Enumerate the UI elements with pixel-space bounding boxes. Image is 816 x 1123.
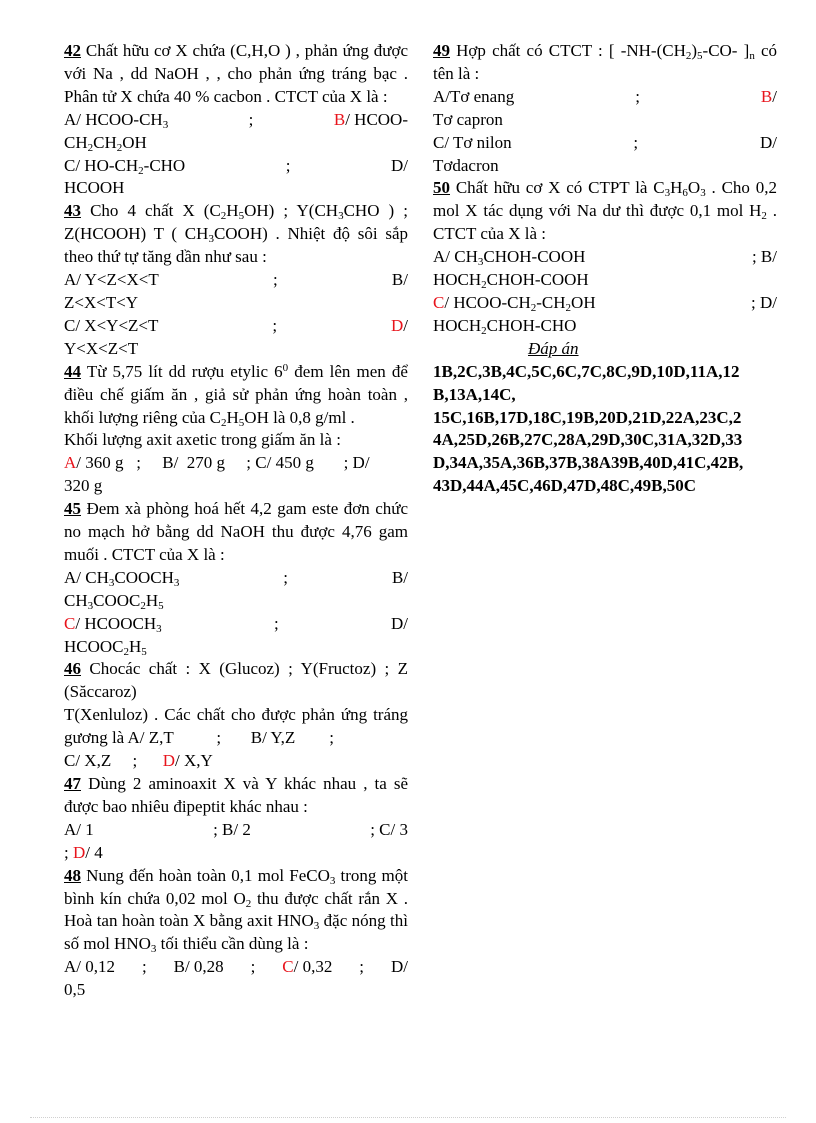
option-c: C/ $HCOOCH_3$	[64, 613, 162, 635]
answer-key-line: 4A,25D,26B,27C,28A,29D,30C,31A,32D,33	[433, 430, 743, 450]
option-b-continued: Z<X<T<Y	[64, 292, 139, 312]
separator: ;	[141, 957, 147, 977]
option-b-continued: Tơ capron	[433, 109, 503, 129]
question-number: 50	[433, 178, 450, 198]
answer-marker: C	[282, 957, 294, 977]
option-c: C/ 0,32	[282, 957, 333, 977]
question-text: Chất hữu cơ X chứa (C,H,O ) , phản ứng được với Na , dd NaOH , , cho phản ứng tráng bạc . Phân tử X chứa 40 % cacbon . CTCT của X là :	[64, 41, 408, 106]
separator: ;	[633, 132, 639, 152]
option-c: ; C/ 3	[370, 819, 408, 839]
options-row	[64, 109, 408, 132]
question-text-2: T(Xenluloz) . Các chất cho được phản ứng tráng gương là A/ Z,T ; B/ Y,Z ;	[64, 705, 408, 748]
page-bottom-rule	[30, 1117, 786, 1118]
answer-marker: A	[64, 453, 77, 473]
answer-marker: B	[760, 86, 773, 106]
option-d-continued: $HOCH_2CHOH$-CHO	[433, 315, 577, 337]
question-45	[64, 498, 408, 658]
option-c: C/ X<Y<Z<T	[64, 315, 159, 335]
separator: ;	[272, 315, 278, 335]
options-row: C/ X,Z ; D/ X,Y	[64, 751, 213, 771]
options-row	[64, 155, 408, 178]
question-text: Chất hữu cơ X có CTPT là $C_3H_6O_3$ . Cho 0,2 mol X tác dụng với Na dư thì được 0,1 mol $H_2$ . CTCT của X là :	[433, 178, 778, 244]
option-d-continued: Y<X<Z<T	[64, 338, 139, 358]
option-d: ; D/	[751, 292, 777, 312]
option-d-continued: $HCOOC_2H_5$	[64, 636, 147, 658]
answer-marker: D	[390, 315, 404, 335]
option-d: D/	[390, 155, 408, 175]
answer-key-line: 43D,44A,45C,46D,47D,48C,49B,50C	[433, 476, 697, 496]
left-column	[64, 40, 408, 1002]
option-b-continued: $CH_3COOC_2H_5$	[64, 590, 164, 612]
option-c: C/ $HO-CH_2$-CHO	[64, 155, 186, 177]
option-b: B/ HCOO-	[333, 109, 408, 129]
question-number: 43	[64, 201, 81, 221]
options-row	[433, 86, 777, 109]
option-a: A/ 1	[64, 819, 94, 839]
option-d: D/	[391, 613, 408, 633]
question-44	[64, 361, 408, 498]
separator: ;	[272, 270, 278, 290]
answer-key-title: Đáp án	[528, 338, 579, 358]
option-b: B/	[760, 86, 777, 106]
right-column	[433, 40, 777, 498]
question-number: 42	[64, 41, 81, 60]
answer-marker: C	[433, 292, 445, 312]
question-number: 48	[64, 865, 81, 885]
option-a: A/ Y<Z<X<T	[64, 270, 159, 290]
option-d-continued: 320 g	[64, 476, 103, 496]
options-row	[433, 292, 777, 315]
option-b-continued: $CH_2CH_2OH$	[64, 132, 147, 154]
options-row	[64, 269, 408, 292]
question-text: Nung đến hoàn toàn 0,1 mol FeCO$_3$ trong một bình kín chứa 0,02 mol $O_2$ thu được chất rắn X . Hoà tan hoàn toàn X bằng axit $HNO_3$ đặc nóng thì số mol $HNO_3$ tối thiểu cần dùng là :	[64, 865, 409, 956]
question-text: Đem xà phòng hoá hết 4,2 gam este đơn chức no mạch hở bằng dd NaOH thu được 4,76 gam muối . CTCT của X là :	[64, 499, 408, 564]
options-row	[64, 567, 408, 590]
question-text: Dùng 2 aminoaxit X và Y khác nhau , ta sẽ được bao nhiêu đipeptit khác nhau :	[64, 774, 409, 816]
question-number: 44	[64, 361, 81, 381]
option-a: A/ $CH_3COOCH_3$	[64, 567, 180, 589]
options-row	[64, 956, 408, 979]
answer-key-line: D,34A,35A,36B,37B,38A39B,40D,41C,42B,	[433, 453, 744, 473]
question-text: Chocác chất : X (Glucoz) ; Y(Fructoz) ; Z (Săccaroz)	[64, 659, 409, 702]
options-row	[433, 246, 777, 269]
option-a: A/Tơ enang	[433, 86, 515, 106]
option-d-continued: Tơdacron	[433, 155, 499, 175]
option-b: ; B/	[751, 247, 777, 267]
separator: ;	[273, 613, 279, 633]
answer-key-line: 15C,16B,17D,18C,19B,20D,21D,22A,23C,2	[433, 407, 742, 427]
option-d-continued: 0,5	[64, 980, 86, 1000]
answer-marker: C	[64, 613, 76, 633]
answer-marker: D	[162, 751, 175, 771]
question-50	[433, 177, 777, 337]
answer-marker: D	[72, 842, 86, 862]
option-a: A/ 0,12	[64, 957, 115, 977]
option-c: C/ HCOO-$CH_2-CH_2OH$	[433, 292, 596, 314]
option-a: A/ HCOO-$CH_3$	[64, 109, 169, 131]
options-row	[433, 132, 777, 155]
question-text: Hợp chất có CTCT : [ $-NH-(CH_2)_5-CO-$ ]$_n$ có tên là :	[433, 41, 778, 83]
answer-key-line: B,13A,14C,	[433, 384, 516, 404]
options-row	[64, 613, 408, 636]
option-d: D/	[390, 315, 408, 335]
question-text: Cho 4 chất X $(C_2H_5OH)$ ; $Y(CH_3CHO$ ) ; Z(HCOOH) T ( $CH_3COOH$) . Nhiệt độ sôi sắp theo thứ tự tăng dần như sau :	[64, 201, 408, 267]
question-number: 45	[64, 499, 81, 519]
question-49	[433, 40, 777, 177]
separator: ;	[635, 86, 640, 106]
option-d: D/	[390, 957, 408, 977]
options-row	[64, 819, 408, 842]
question-46	[64, 658, 408, 773]
option-d: D/	[760, 132, 777, 152]
question-number: 47	[64, 774, 81, 793]
separator: ;	[250, 957, 256, 977]
option-b: B/	[391, 567, 408, 587]
question-47	[64, 773, 408, 865]
option-d: ; D/ 4	[64, 842, 103, 862]
answer-key	[433, 338, 777, 498]
question-text-2: Khối lượng axit axetic trong giấm ăn là :	[64, 430, 341, 450]
separator: ;	[359, 957, 365, 977]
question-48	[64, 865, 408, 1002]
separator: ;	[285, 155, 291, 175]
separator: ;	[283, 567, 289, 587]
option-c: C/ Tơ nilon	[433, 132, 512, 152]
separator: ;	[248, 109, 254, 129]
option-d-continued: HCOOH	[64, 178, 125, 198]
question-number: 49	[433, 41, 450, 60]
question-42	[64, 40, 408, 200]
option-b: B/ 0,28	[173, 957, 224, 977]
option-b-continued: $HOCH_2CHOH$-COOH	[433, 270, 589, 292]
question-number: 46	[64, 659, 81, 679]
option-b: B/	[391, 270, 408, 290]
question-43	[64, 200, 408, 360]
answer-marker: B	[333, 109, 346, 129]
options-row	[64, 315, 408, 338]
options-row: A/ 360 g ; B/ 270 g ; C/ 450 g ; D/	[64, 453, 370, 473]
option-b: ; B/ 2	[213, 819, 251, 839]
option-a: A/ $CH_3CHOH$-COOH	[433, 247, 586, 269]
answer-key-line: 1B,2C,3B,4C,5C,6C,7C,8C,9D,10D,11A,12	[433, 361, 740, 381]
question-text: Từ 5,75 lít dd rượu etylic $6^0$ đem lên men để điều chế giấm ăn , giả sử phản ứng hoàn toàn , khối lượng riêng của $C_2H_5OH$ là 0,8 g/ml .	[64, 361, 408, 429]
